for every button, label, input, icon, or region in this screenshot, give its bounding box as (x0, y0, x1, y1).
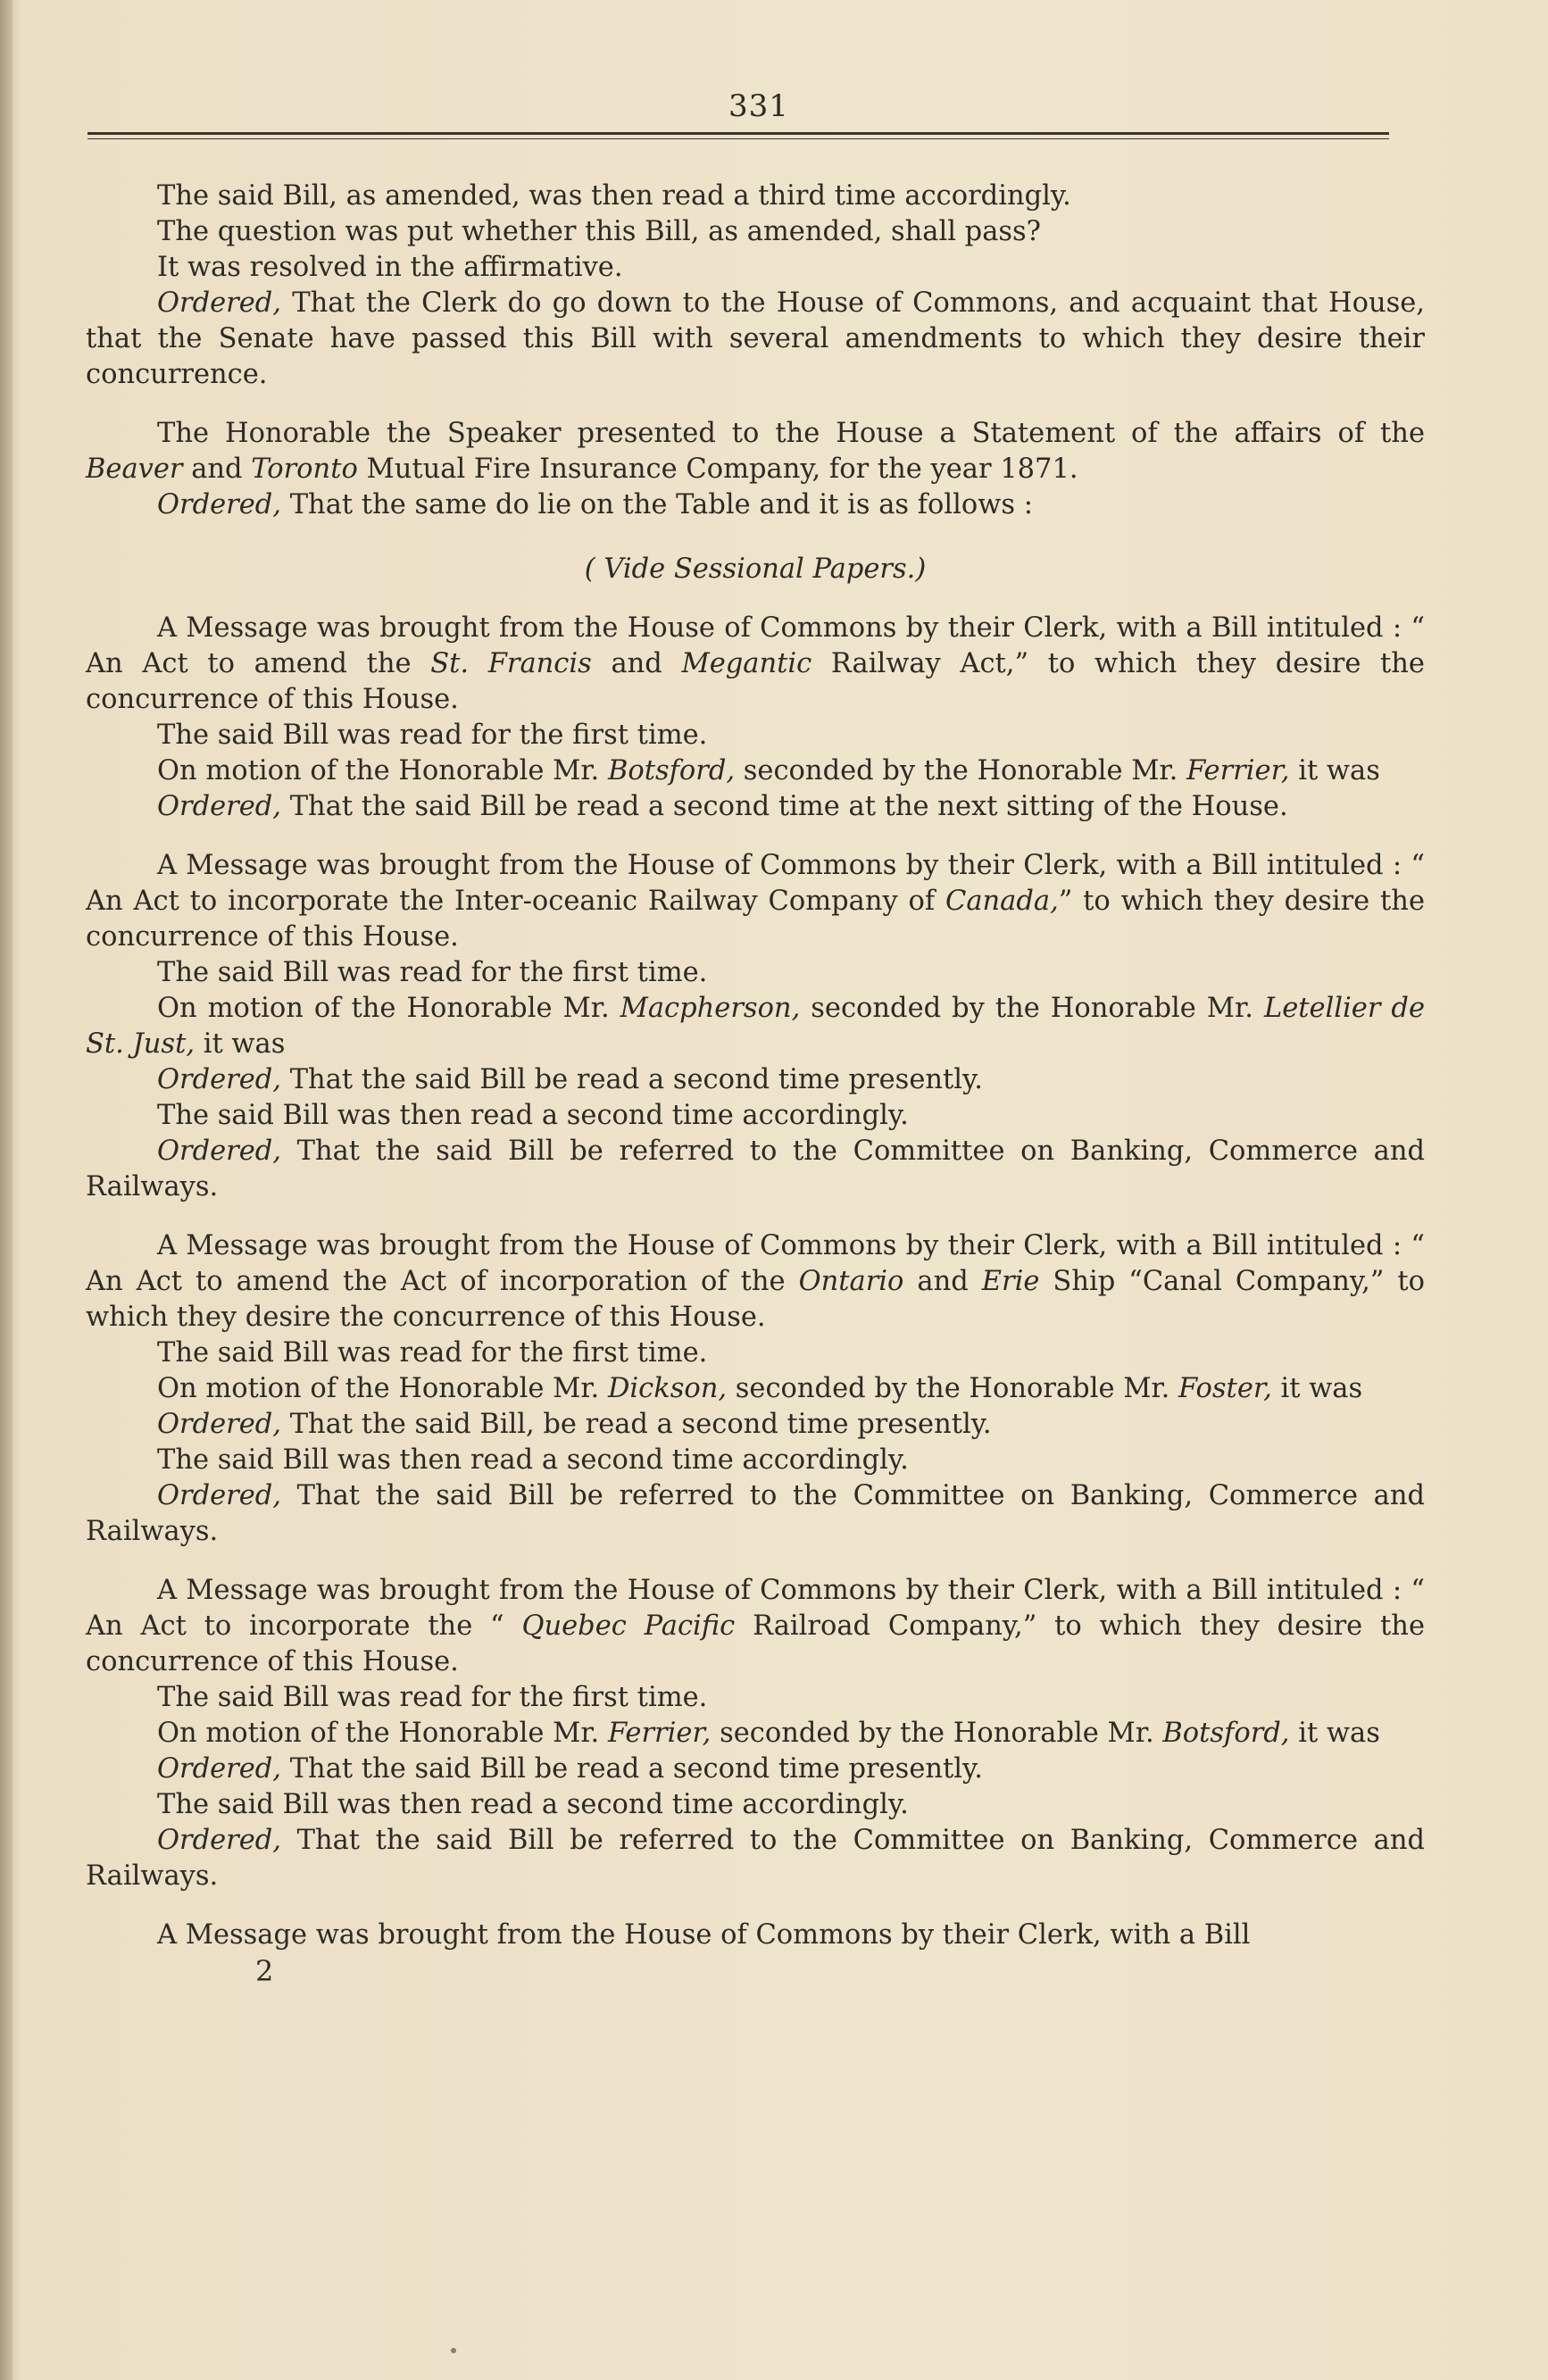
paragraph: On motion of the Honorable Mr. Dickson, seconded by the Honorable Mr. Foster, it was (157, 1373, 1363, 1404)
paragraph: Ordered, That the Clerk do go down to the House of Commons, and acquaint that House, that the Senate have passed this Bill with several amendments to which they desire their concurrence. (86, 287, 1425, 390)
paragraph: The said Bill was then read a second time accordingly. (157, 1444, 909, 1476)
paragraph: Ordered, That the said Bill be referred to the Committee on Banking, Commerce and Railways. (86, 1136, 1425, 1202)
page-number: 331 (728, 88, 789, 124)
paragraph: The said Bill, as amended, was then read a third time accordingly. (157, 180, 1071, 212)
paragraph: The said Bill was read for the first time. (157, 957, 708, 988)
paragraph: Ordered, That the said Bill be referred to the Committee on Banking, Commerce and Railways. (86, 1480, 1425, 1547)
paragraph: Ordered, That the same do lie on the Table and it is as follows : (157, 489, 1033, 520)
paragraph: A Message was brought from the House of Commons by their Clerk, with a Bill (157, 1919, 1251, 1951)
paragraph: Ordered, That the said Bill, be read a second time presently. (157, 1409, 992, 1440)
paragraph: The Honorable the Speaker presented to the House a Statement of the affairs of the Beaver and Toronto Mutual Fire Insurance Company, for the year 1871. (86, 418, 1425, 485)
paragraph: Ordered, That the said Bill be read a second time presently. (157, 1064, 983, 1095)
paragraph: The said Bill was read for the first time. (157, 1337, 708, 1369)
paragraph: On motion of the Honorable Mr. Ferrier, seconded by the Honorable Mr. Botsford, it was (157, 1718, 1380, 1749)
paragraph: A Message was brought from the House of Commons by their Clerk, with a Bill intituled : “ An Act to incorporate the “ Quebec Pacific Railroad Company,” to which they desire the concurrence of this House. (86, 1575, 1425, 1677)
paragraph: Ordered, That the said Bill be read a second time presently. (157, 1753, 983, 1785)
vide-note: ( Vide Sessional Papers.) (584, 553, 927, 585)
paragraph: The said Bill was read for the first time. (157, 1682, 708, 1713)
paragraph: A Message was brought from the House of Commons by their Clerk, with a Bill intituled : “ An Act to amend the Act of incorporation of the Ontario and Erie Ship “Canal Company,” to which they desire the concurrence of this House. (86, 1230, 1425, 1333)
paragraph: On motion of the Honorable Mr. Botsford, seconded by the Honorable Mr. Ferrier, it was (157, 755, 1380, 786)
signature-mark: 2 (255, 1954, 274, 1988)
speck (451, 2348, 456, 2353)
paragraph: Ordered, That the said Bill be read a second time at the next sitting of the House. (157, 791, 1288, 822)
paragraph: On motion of the Honorable Mr. Macpherson, seconded by the Honorable Mr. Letellier de St. Just, it was (86, 993, 1425, 1060)
paragraph: The said Bill was then read a second time accordingly. (157, 1100, 909, 1131)
book-gutter (0, 0, 12, 2380)
header-rule (87, 132, 1389, 139)
paragraph: A Message was brought from the House of Commons by their Clerk, with a Bill intituled : “ An Act to incorporate the Inter-oceanic Railway Company of Canada,” to which they desire the concurrence of this House. (86, 850, 1425, 953)
paragraph: The said Bill was read for the first time. (157, 720, 708, 751)
paragraph: A Message was brought from the House of Commons by their Clerk, with a Bill intituled : “ An Act to amend the St. Francis and Megantic Railway Act,” to which they desire the concurrence of this House. (86, 612, 1425, 715)
document-body (86, 80, 1425, 1989)
paragraph: Ordered, That the said Bill be referred to the Committee on Banking, Commerce and Railways. (86, 1825, 1425, 1892)
paragraph: The said Bill was then read a second time accordingly. (157, 1789, 909, 1820)
paragraph: The question was put whether this Bill, as amended, shall pass? (157, 216, 1042, 247)
paragraph: It was resolved in the affirmative. (157, 252, 623, 283)
